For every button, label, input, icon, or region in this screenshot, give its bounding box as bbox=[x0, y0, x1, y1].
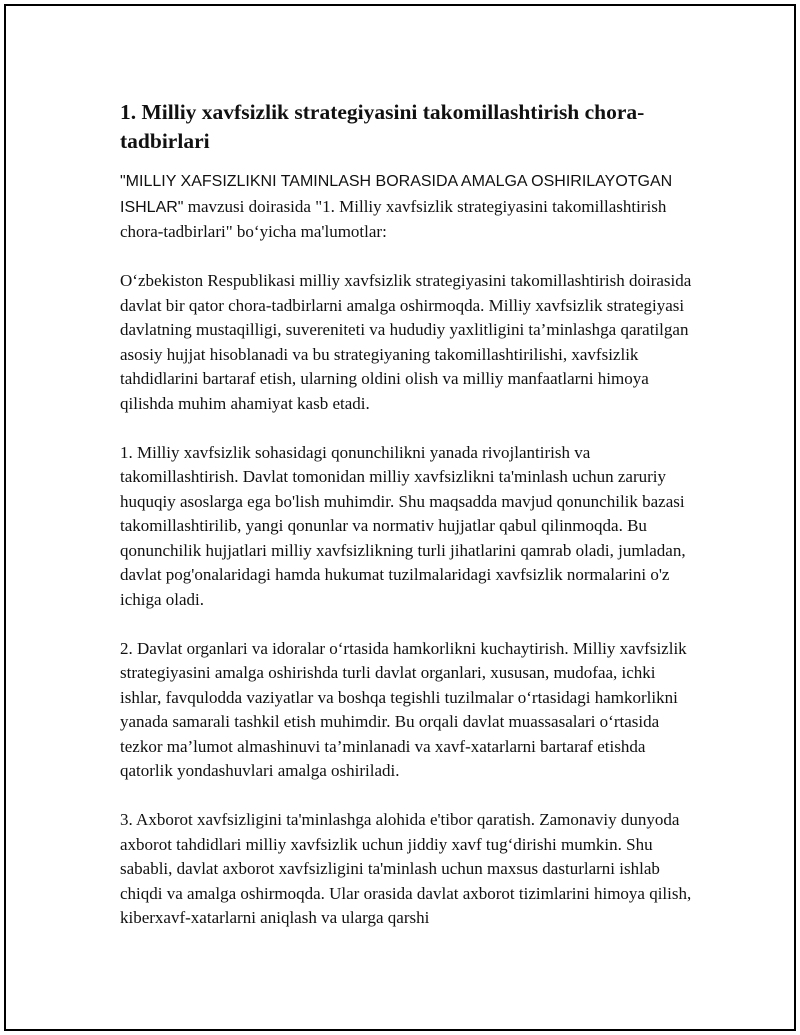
document-body bbox=[120, 98, 692, 955]
intro-paragraph bbox=[120, 169, 692, 245]
paragraph-overview: O‘zbekiston Respublikasi milliy xavfsizlik strategiyasini takomillashtirish doirasida davlat bir qator chora-tadbirlarni amalga oshirmoqda. Milliy xavfsizlik strategiyasi davlatning mustaqilligi, suvereniteti va hududiy yaxlitligini ta’minlashga qaratilgan asosiy hujjat hisoblanadi va bu strategiyaning takomillashtirilishi, xavfsizlik tahdidlarini bartaraf etish, ularning oldini olish va milliy manfaatlarni himoya qilishda muhim ahamiyat kasb etadi. bbox=[120, 271, 692, 413]
paragraph-point-2: 2. Davlat organlari va idoralar o‘rtasida hamkorlikni kuchaytirish. Milliy xavfsizlik strategiyasini amalga oshirishda turli davlat organlari, xususan, mudofaa, ichki ishlar, favqulodda vaziyatlar va boshqa tegishli tuzilmalar o‘rtasidagi hamkorlikni yanada samarali tashkil etish muhimdir. Bu orqali davlat muassasalari o‘rtasida tezkor ma’lumot almashinuvi ta’minlanadi va xavf-xatarlarni bartaraf etishda qatorlik yondashuvlari amalga oshiriladi. bbox=[120, 638, 687, 780]
intro-topic-caps: "MILLIY XAFSIZLIKNI TAMINLASH BORASIDA AMALGA OSHIRILAYOTGAN ISHLAR" bbox=[120, 173, 673, 216]
section-heading: 1. Milliy xavfsizlik strategiyasini takomillashtirish chora-tadbirlari bbox=[120, 100, 645, 153]
paragraph-point-1: 1. Milliy xavfsizlik sohasidagi qonunchilikni yanada rivojlantirish va takomillashtirish. Davlat tomonidan milliy xavfsizlikni ta'minlash uchun zaruriy huquqiy asoslarga ega bo'lish muhimdir. Shu maqsadda mavjud qonunchilik bazasi takomillashtirilib, yangi qonunlar va normativ hujjatlar qabul qilinmoqda. Bu qonunchilik hujjatlari milliy xavfsizlikning turli jihatlarini qamrab oladi, jumladan, davlat pog'onalaridagi hamda hukumat tuzilmalaridagi xavfsizlik normalarini o'z ichiga oladi. bbox=[120, 442, 686, 609]
page-frame bbox=[4, 4, 796, 1031]
intro-topic-rest: mavzusi doirasida "1. Milliy xavfsizlik strategiyasini takomillashtirish chora-tadbirlari" bo‘yicha ma'lumotlar: bbox=[120, 196, 667, 241]
paragraph-point-3: 3. Axborot xavfsizligini ta'minlashga alohida e'tibor qaratish. Zamonaviy dunyoda axborot tahdidlari milliy xavfsizlik uchun jiddiy xavf tug‘dirishi mumkin. Shu sababli, davlat axborot xavfsizligini ta'minlash uchun maxsus dasturlarni ishlab chiqdi va amalga oshirmoqda. Ular orasida davlat axborot tizimlarini himoya qilish, kiberxavf-xatarlarni aniqlash va ularga qarshi bbox=[120, 810, 692, 927]
